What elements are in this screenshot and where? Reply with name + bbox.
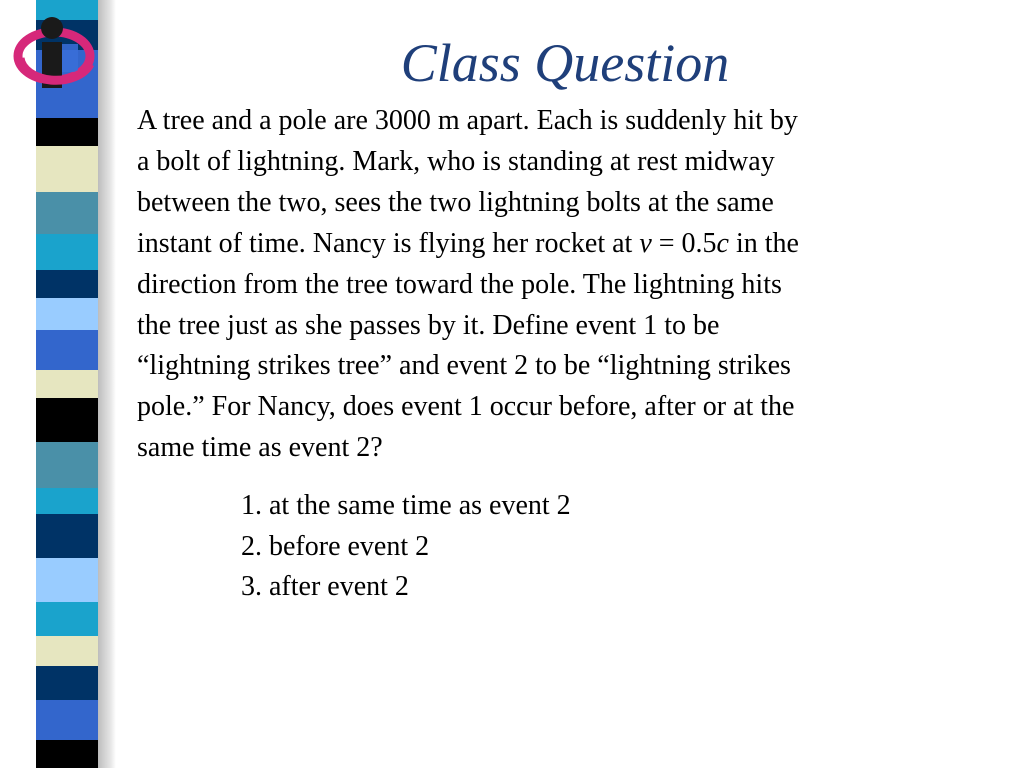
- stripe: [36, 636, 98, 666]
- stripe: [36, 666, 98, 700]
- stripe-shadow: [98, 0, 116, 768]
- stripe: [36, 370, 98, 398]
- question-line: between the two, sees the two lightning bolts at the same: [137, 186, 774, 218]
- decorative-stripe-bar: [36, 0, 98, 768]
- stripe: [36, 700, 98, 740]
- question-line: “lightning strikes tree” and event 2 to be “lightning strikes: [137, 350, 791, 382]
- stripe: [36, 270, 98, 298]
- answer-option-1: 1. at the same time as event 2: [241, 490, 571, 521]
- stripe: [36, 488, 98, 514]
- answer-option-2: 2. before event 2: [241, 530, 430, 562]
- question-line: pole.” For Nancy, does event 1 occur before, after or at the: [137, 391, 795, 423]
- question-line: same time as event 2?: [137, 432, 383, 464]
- stripe: [36, 514, 98, 558]
- velocity-equals: = 0.5: [651, 227, 717, 259]
- answer-option-3: 3. after event 2: [241, 571, 409, 602]
- answer-options: [241, 486, 841, 608]
- stripe: [36, 234, 98, 270]
- question-line: a bolt of lightning. Mark, who is standing at rest midway: [137, 145, 775, 177]
- question-line-text: instant of time. Nancy is flying her rocket at: [137, 227, 640, 259]
- question-text: [137, 101, 957, 469]
- stripe: [36, 146, 98, 192]
- question-line-tail: in the: [728, 227, 799, 259]
- stripe: [36, 118, 98, 146]
- question-line: direction from the tree toward the pole. The lightning hits: [137, 268, 782, 300]
- slide-title: Class Question: [400, 33, 730, 93]
- stripe: [36, 398, 98, 442]
- velocity-symbol: v: [639, 227, 652, 259]
- stripe: [36, 298, 98, 330]
- stripe: [36, 330, 98, 370]
- speed-of-light-symbol: c: [716, 227, 729, 259]
- stripe: [36, 558, 98, 602]
- question-line-velocity: [137, 224, 957, 265]
- stripe: [36, 192, 98, 234]
- stripe: [36, 442, 98, 488]
- question-line: the tree just as she passes by it. Define event 1 to be: [137, 309, 720, 341]
- question-line: A tree and a pole are 3000 m apart. Each is suddenly hit by: [137, 105, 798, 136]
- stripe: [36, 740, 98, 768]
- stripe: [36, 602, 98, 636]
